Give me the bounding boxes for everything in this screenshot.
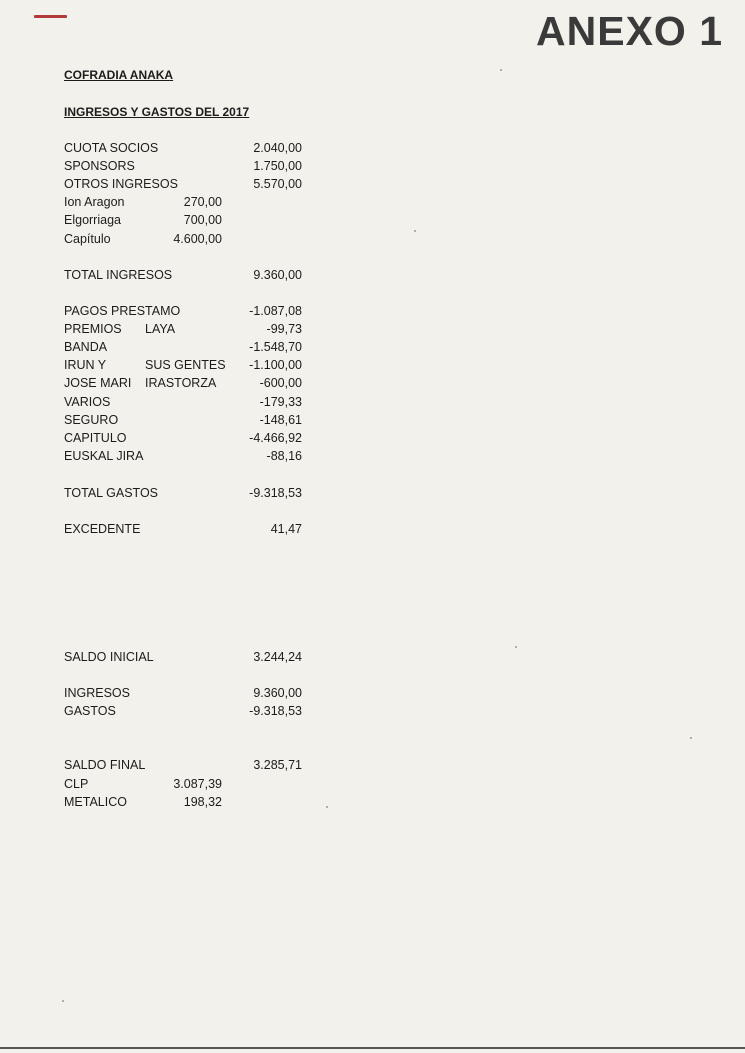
- income-value: 5.570,00: [253, 177, 302, 191]
- summary-label: GASTOS: [64, 704, 116, 718]
- expense-label: EUSKAL JIRA: [64, 449, 144, 463]
- report-title: INGRESOS Y GASTOS DEL 2017: [64, 105, 250, 119]
- income-row: [64, 159, 304, 177]
- total-income-row: [64, 268, 304, 286]
- expense-value: -99,73: [266, 322, 302, 336]
- other-income-detail-row: [64, 232, 222, 250]
- summary-label: INGRESOS: [64, 686, 130, 700]
- expense-row: [64, 395, 304, 413]
- expense-label: BANDA: [64, 340, 108, 354]
- expense-row: [64, 304, 304, 322]
- summary-value: -9.318,53: [249, 704, 302, 718]
- detail-value: 198,32: [183, 795, 222, 809]
- expense-extra: IRASTORZA: [145, 376, 217, 390]
- organization-name: COFRADIA ANAKA: [64, 68, 174, 82]
- closing-balance-row: [64, 758, 304, 776]
- expense-value: -179,33: [259, 395, 302, 409]
- paper-speck: [326, 806, 328, 808]
- annex-title: ANEXO 1: [536, 8, 723, 54]
- summary-row: [64, 686, 304, 704]
- income-label: SPONSORS: [64, 159, 135, 173]
- paper-speck: [690, 737, 692, 739]
- detail-value: 700,00: [183, 213, 222, 227]
- expense-row: [64, 340, 304, 358]
- expense-label: JOSE MARI: [64, 376, 132, 390]
- total-expenses-label: TOTAL GASTOS: [64, 486, 159, 500]
- income-label: CUOTA SOCIOS: [64, 141, 159, 155]
- expense-row: [64, 449, 304, 467]
- expense-row: [64, 376, 304, 394]
- paper-speck: [414, 230, 416, 232]
- expense-value: -148,61: [259, 413, 302, 427]
- summary-value: 9.360,00: [253, 686, 302, 700]
- income-row: [64, 141, 304, 159]
- closing-balance-value: 3.285,71: [253, 758, 302, 772]
- expense-label: PAGOS PRESTAMO: [64, 304, 181, 318]
- summary-row: [64, 704, 304, 722]
- closing-balance-detail-row: [64, 777, 222, 795]
- total-income-label: TOTAL INGRESOS: [64, 268, 173, 282]
- detail-value: 3.087,39: [173, 777, 222, 791]
- detail-label: Capítulo: [64, 232, 111, 246]
- total-expenses-value: -9.318,53: [249, 486, 302, 500]
- total-income-value: 9.360,00: [253, 268, 302, 282]
- income-value: 2.040,00: [253, 141, 302, 155]
- expense-value: -1.548,70: [249, 340, 302, 354]
- expense-value: -1.087,08: [249, 304, 302, 318]
- closing-balance-detail-row: [64, 795, 222, 813]
- expense-row: [64, 358, 304, 376]
- expense-label: SEGURO: [64, 413, 119, 427]
- paper-speck: [515, 646, 517, 648]
- expense-extra: SUS GENTES: [145, 358, 226, 372]
- detail-label: CLP: [64, 777, 89, 791]
- total-expenses-row: [64, 486, 304, 504]
- income-value: 1.750,00: [253, 159, 302, 173]
- income-row: [64, 177, 304, 195]
- surplus-row: [64, 522, 304, 540]
- surplus-label: EXCEDENTE: [64, 522, 141, 536]
- detail-value: 4.600,00: [173, 232, 222, 246]
- opening-balance-row: [64, 650, 304, 668]
- other-income-detail-row: [64, 195, 222, 213]
- surplus-value: 41,47: [270, 522, 302, 536]
- expense-row: [64, 322, 304, 340]
- expense-label: VARIOS: [64, 395, 111, 409]
- expense-extra: LAYA: [145, 322, 176, 336]
- expense-value: -4.466,92: [249, 431, 302, 445]
- paper-speck: [62, 1000, 64, 1002]
- other-income-detail-row: [64, 213, 222, 231]
- opening-balance-label: SALDO INICIAL: [64, 650, 154, 664]
- page-bottom-edge: [0, 1047, 745, 1049]
- closing-balance-label: SALDO FINAL: [64, 758, 146, 772]
- detail-label: Ion Aragon: [64, 195, 125, 209]
- expense-row: [64, 431, 304, 449]
- opening-balance-value: 3.244,24: [253, 650, 302, 664]
- detail-label: METALICO: [64, 795, 127, 809]
- expense-row: [64, 413, 304, 431]
- expense-label: PREMIOS: [64, 322, 122, 336]
- expense-label: IRUN Y: [64, 358, 107, 372]
- detail-value: 270,00: [183, 195, 222, 209]
- detail-label: Elgorriaga: [64, 213, 121, 227]
- expense-value: -600,00: [259, 376, 302, 390]
- paper-speck: [500, 69, 502, 71]
- income-label: OTROS INGRESOS: [64, 177, 178, 191]
- expense-value: -88,16: [266, 449, 302, 463]
- expense-label: CAPITULO: [64, 431, 127, 445]
- red-pen-mark: [34, 15, 67, 18]
- expense-value: -1.100,00: [249, 358, 302, 372]
